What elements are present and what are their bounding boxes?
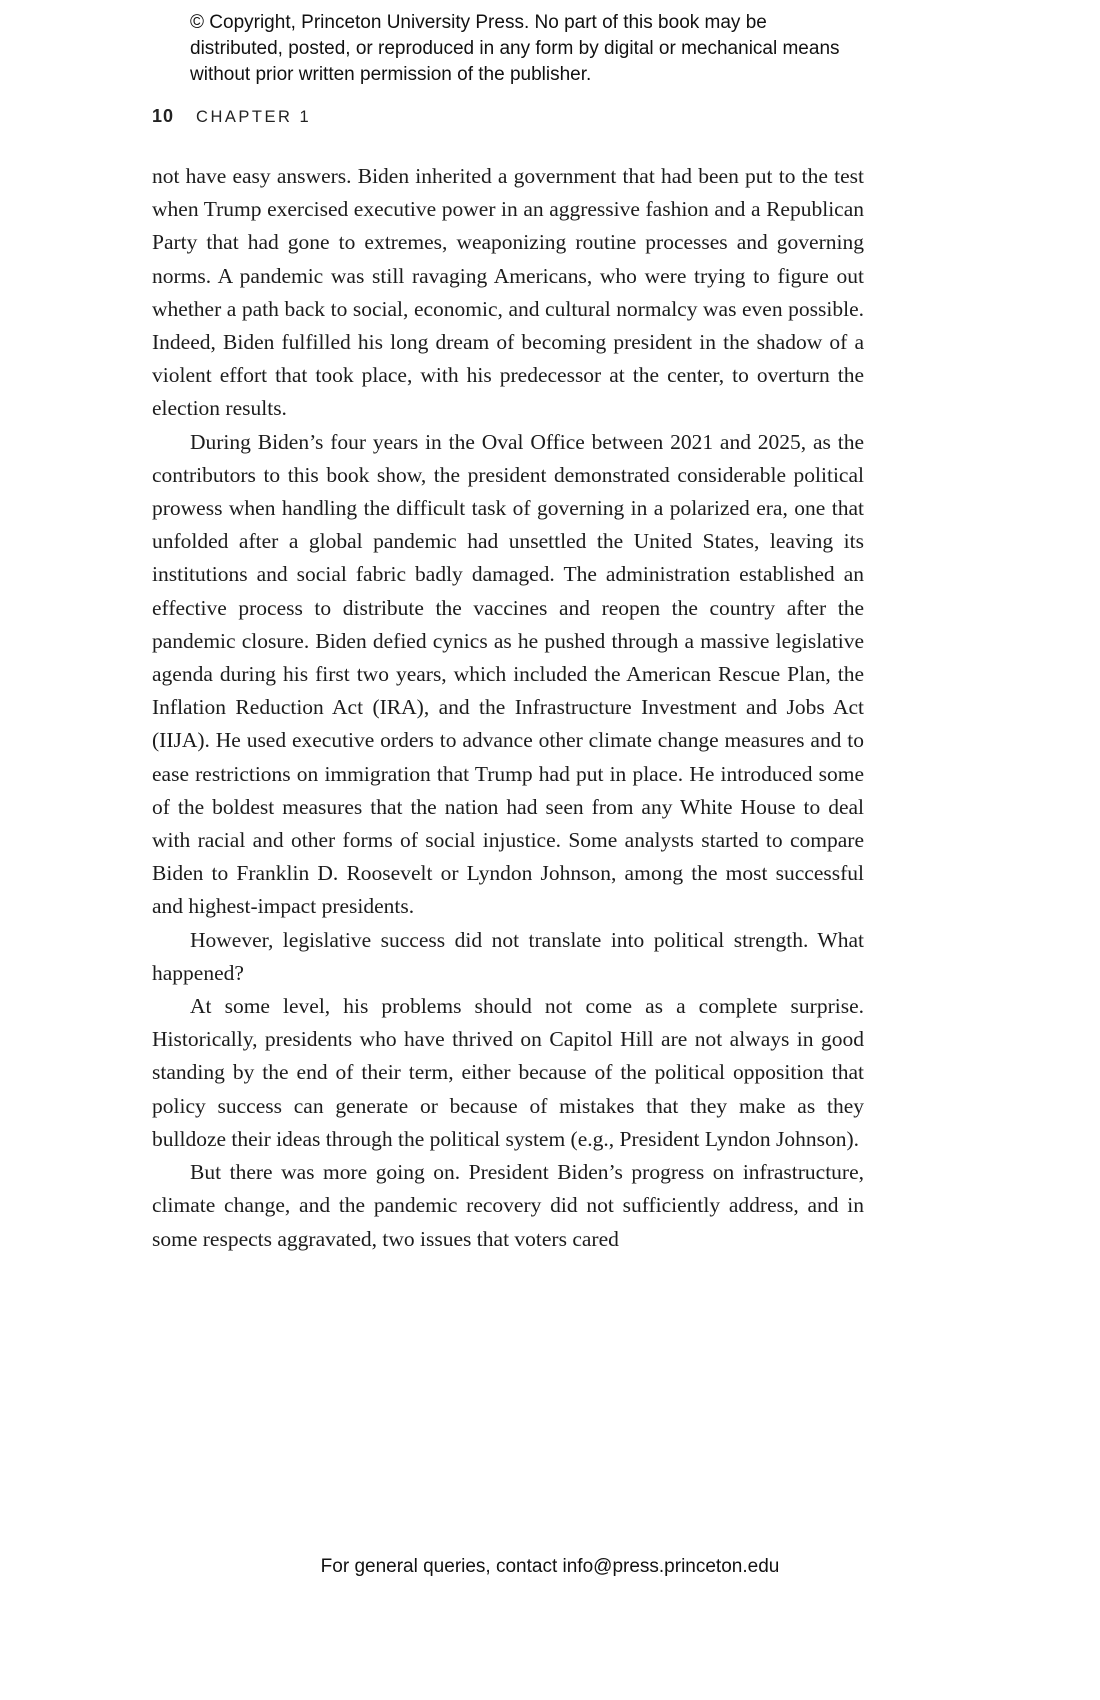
body-paragraph: not have easy answers. Biden inherited a government that had been put to the test when Trump exercised executive power in an aggressive fashion and a Republican Party that had gone to extremes, weaponizing routine processes and governing norms. A pandemic was still ravaging Americans, who were trying to figure out whether a path back to social, economic, and cultural normalcy was even possible. Indeed, Biden fulfilled his long dream of becoming president in the shadow of a violent effort that took place, with his predecessor at the center, to overturn the election results.	[152, 164, 864, 421]
running-header	[152, 106, 311, 127]
footer-contact: For general queries, contact info@press.princeton.edu	[320, 1556, 780, 1577]
page-number: 10	[152, 106, 175, 126]
body-paragraph: However, legislative success did not translate into political strength. What happened?	[152, 927, 864, 985]
body-text	[152, 160, 864, 1256]
body-paragraph: At some level, his problems should not come as a complete surprise. Historically, presidents who have thrived on Capitol Hill are not always in good standing by the end of their term, either because of the political opposition that policy success can generate or because of mistakes that they make as they bulldoze their ideas through the political system (e.g., President Lyndon Johnson).	[152, 994, 864, 1151]
body-paragraph: But there was more going on. President Biden’s progress on infrastructure, climate change, and the pandemic recovery did not sufficiently address, and in some respects aggravated, two issues that voters cared	[152, 1160, 864, 1251]
copyright-notice: © Copyright, Princeton University Press. No part of this book may be distributed, posted, or reproduced in any form by digital or mechanical means without prior written permission of the publisher.	[190, 12, 840, 85]
chapter-heading: CHAPTER 1	[196, 108, 312, 126]
body-paragraph: During Biden’s four years in the Oval Office between 2021 and 2025, as the contributors to this book show, the president demonstrated considerable political prowess when handling the difficult task of governing in a polarized era, one that unfolded after a global pandemic had unsettled the United States, leaving its institutions and social fabric badly damaged. The administration established an effective process to distribute the vaccines and reopen the country after the pandemic closure. Biden defied cynics as he pushed through a massive legislative agenda during his first two years, which included the American Rescue Plan, the Inflation Reduction Act (IRA), and the Infrastructure Investment and Jobs Act (IIJA). He used executive orders to advance other climate change measures and to ease restrictions on immigration that Trump had put in place. He introduced some of the boldest measures that the nation had seen from any White House to deal with racial and other forms of social injustice. Some analysts started to compare Biden to Franklin D. Roosevelt or Lyndon Johnson, among the most successful and highest-impact presidents.	[152, 429, 864, 919]
